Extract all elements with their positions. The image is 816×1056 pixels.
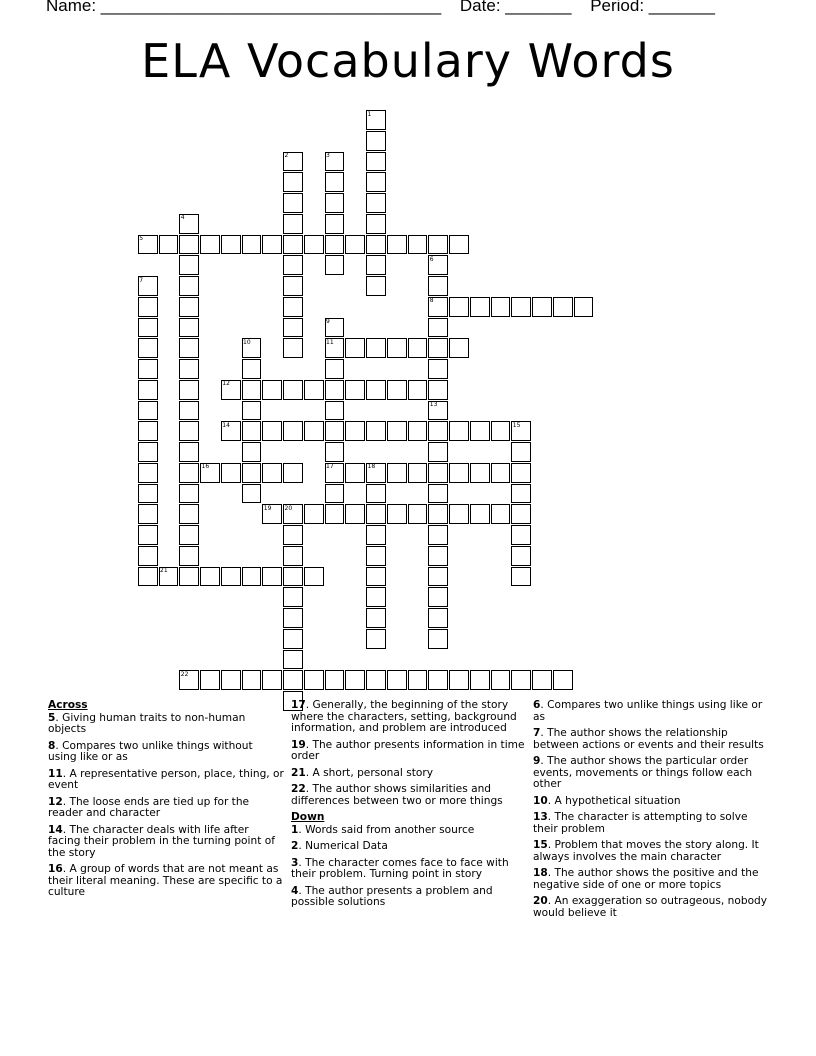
crossword-cell[interactable] [408, 504, 428, 524]
crossword-cell[interactable] [408, 380, 428, 400]
crossword-cell[interactable] [325, 484, 345, 504]
cell-number: 20 [284, 504, 293, 512]
across-clue: 11. A representative person, place, thing, or event [48, 767, 284, 791]
crossword-cell[interactable] [242, 567, 262, 587]
crossword-cell[interactable] [470, 463, 490, 483]
clue-text: The loose ends are tied up for the reader and character [48, 795, 250, 819]
crossword-cell[interactable] [283, 546, 303, 566]
crossword-cell[interactable] [511, 504, 531, 524]
crossword-cell[interactable] [179, 401, 199, 421]
across-clue: 8. Compares two unlike things without using like or as [48, 739, 253, 763]
crossword-cell[interactable] [262, 670, 282, 690]
crossword-cell[interactable] [242, 421, 262, 441]
crossword-cell[interactable] [138, 359, 158, 379]
crossword-cell[interactable] [179, 255, 199, 275]
crossword-cell[interactable] [511, 546, 531, 566]
down-clue: 1. Words said from another source [291, 823, 475, 836]
clue-text: Words said from another source [305, 823, 475, 836]
clue-number: 16 [48, 863, 63, 875]
crossword-cell[interactable] [283, 338, 303, 358]
crossword-cell[interactable] [511, 670, 531, 690]
crossword-cell[interactable] [428, 235, 448, 255]
crossword-cell[interactable] [511, 463, 531, 483]
crossword-cell[interactable] [283, 380, 303, 400]
clue-number: 19 [291, 738, 306, 751]
down-clue: 10. A hypothetical situation [533, 794, 681, 807]
cell-number: 4 [180, 214, 185, 222]
crossword-cell[interactable] [179, 546, 199, 566]
across-clue: 16. A group of words that are not meant as their literal meaning. These are specific to a culture [48, 863, 283, 898]
crossword-cell[interactable] [366, 525, 386, 545]
crossword-cell[interactable] [366, 235, 386, 255]
crossword-cell[interactable] [366, 567, 386, 587]
crossword-cell[interactable] [408, 670, 428, 690]
down-clue: 20. An exaggeration so outrageous, nobody would believe it [533, 895, 768, 919]
crossword-cell[interactable] [262, 421, 282, 441]
crossword-cell[interactable] [428, 608, 448, 628]
cell-number: 17 [326, 463, 334, 471]
down-clue: 2. Numerical Data [291, 840, 388, 852]
clue-text: The author shows similarities and differences between two or more things [291, 783, 503, 807]
crossword-cell[interactable] [449, 421, 469, 441]
page-title: ELA Vocabulary Words [141, 34, 675, 88]
crossword-cell[interactable] [491, 421, 511, 441]
crossword-cell[interactable] [325, 421, 345, 441]
crossword-cell[interactable] [532, 297, 552, 317]
crossword-cell[interactable] [304, 504, 324, 524]
crossword-cell[interactable] [387, 380, 407, 400]
crossword-cell[interactable] [179, 359, 199, 379]
crossword-cell[interactable] [408, 338, 428, 358]
crossword-cell[interactable] [387, 463, 407, 483]
cell-number: 15 [512, 421, 521, 429]
crossword-cell[interactable] [449, 235, 469, 255]
crossword-cell[interactable] [283, 193, 303, 213]
crossword-cell[interactable] [179, 484, 199, 504]
crossword-cell[interactable] [179, 442, 199, 462]
crossword-cell[interactable] [491, 463, 511, 483]
crossword-cell[interactable] [179, 463, 199, 483]
crossword-cell[interactable] [283, 276, 303, 296]
crossword-cell[interactable] [532, 670, 552, 690]
crossword-cell[interactable] [138, 525, 158, 545]
crossword-cell[interactable] [304, 567, 324, 587]
crossword-cell[interactable] [138, 567, 158, 587]
crossword-cell[interactable] [366, 629, 386, 649]
crossword-cell[interactable] [304, 235, 324, 255]
crossword-cell[interactable] [449, 463, 469, 483]
down-clue: 18. The author shows the positive and the negative side of one or more topics [533, 867, 759, 891]
down-clue: 9. The author shows the particular order events, movements or things follow each other [533, 755, 753, 790]
crossword-cell[interactable] [325, 255, 345, 275]
crossword-cell[interactable] [470, 670, 490, 690]
clue-text: The character deals with life after facing their problem in the turning point of the story [48, 823, 275, 859]
crossword-cell[interactable] [428, 546, 448, 566]
date-field[interactable]: Date: _______ [459, 0, 572, 15]
across-heading: Across [48, 699, 88, 711]
cell-number: 21 [160, 567, 168, 574]
crossword-cell[interactable] [283, 525, 303, 545]
crossword-cell[interactable] [242, 670, 262, 690]
down-clue: 4. The author presents a problem and possible solutions [291, 884, 493, 908]
clue-text: Giving human traits to non-human objects [48, 711, 246, 735]
crossword-cell[interactable] [387, 504, 407, 524]
crossword-cell[interactable] [138, 442, 158, 462]
crossword-cell[interactable] [449, 338, 469, 358]
crossword-cell[interactable] [138, 401, 158, 421]
crossword-cell[interactable] [345, 670, 365, 690]
crossword-cell[interactable] [491, 504, 511, 524]
crossword-cell[interactable] [304, 380, 324, 400]
crossword-cell[interactable] [428, 380, 448, 400]
down-clue: 6. Compares two unlike things using like or as [533, 699, 763, 723]
clue-number: 3 [291, 856, 299, 869]
crossword-cell[interactable] [283, 670, 303, 690]
crossword-cell[interactable] [138, 463, 158, 483]
crossword-cell[interactable] [283, 214, 303, 234]
clue-text: The author shows the particular order events, movements or things follow each other [533, 755, 753, 790]
crossword-cell[interactable] [262, 235, 282, 255]
crossword-cell[interactable] [449, 670, 469, 690]
crossword-cell[interactable] [428, 670, 448, 690]
cell-number: 5 [139, 235, 144, 242]
clue-text: A representative person, place, thing, or event [48, 767, 284, 791]
clue-text: The character comes face to face with their problem. Turning point in story [291, 856, 509, 880]
clue-number: 6 [533, 699, 541, 711]
crossword-cell[interactable] [242, 442, 262, 462]
crossword-cell[interactable] [511, 297, 531, 317]
clue-number: 9 [533, 755, 541, 767]
crossword-cell[interactable] [428, 504, 448, 524]
crossword-cell[interactable] [283, 629, 303, 649]
crossword-cell[interactable] [428, 276, 448, 296]
crossword-cell[interactable] [138, 546, 158, 566]
name-field[interactable]: Name: ____________________________________ [46, 0, 442, 15]
crossword-cell[interactable] [325, 359, 345, 379]
crossword-cell[interactable] [200, 670, 220, 690]
crossword-cell[interactable] [242, 463, 262, 483]
crossword-cell[interactable] [325, 193, 345, 213]
crossword-cell[interactable] [387, 235, 407, 255]
clue-number: 13 [533, 811, 548, 823]
across-clue: 17. Generally, the beginning of the story where the characters, setting, background information, and problem are introduced [291, 699, 517, 734]
crossword-cell[interactable] [553, 670, 573, 690]
crossword-cell[interactable] [325, 214, 345, 234]
crossword-cell[interactable] [262, 567, 282, 587]
clue-text: Compares two unlike things using like or as [533, 699, 763, 723]
clue-number: 4 [291, 884, 299, 897]
crossword-cell[interactable] [283, 463, 303, 483]
cell-number: 19 [263, 504, 272, 512]
crossword-cell[interactable] [470, 504, 490, 524]
crossword-cell[interactable] [179, 338, 199, 358]
clue-text: Numerical Data [305, 840, 388, 852]
cell-number: 13 [429, 401, 438, 408]
crossword-cell[interactable] [345, 421, 365, 441]
cell-number: 1 [367, 110, 372, 118]
crossword-cell[interactable] [428, 463, 448, 483]
crossword-cell[interactable] [325, 235, 345, 255]
crossword-cell[interactable] [345, 463, 365, 483]
crossword-cell[interactable] [242, 401, 262, 421]
crossword-cell[interactable] [428, 359, 448, 379]
crossword-cell[interactable] [470, 421, 490, 441]
across-clue: 22. The author shows similarities and differences between two or more things [291, 783, 503, 807]
crossword-cell[interactable] [428, 567, 448, 587]
crossword-cell[interactable] [283, 587, 303, 607]
crossword-cell[interactable] [138, 504, 158, 524]
clue-number: 17 [291, 699, 306, 711]
crossword-cell[interactable] [366, 193, 386, 213]
crossword-cell[interactable] [345, 235, 365, 255]
crossword-cell[interactable] [325, 442, 345, 462]
crossword-cell[interactable] [200, 235, 220, 255]
crossword-cell[interactable] [283, 235, 303, 255]
clue-text: A hypothetical situation [554, 794, 681, 807]
crossword-cell[interactable] [159, 235, 179, 255]
crossword-cell[interactable] [387, 338, 407, 358]
crossword-cell[interactable] [428, 484, 448, 504]
crossword-cell[interactable] [242, 484, 262, 504]
crossword-cell[interactable] [470, 297, 490, 317]
crossword-cell[interactable] [283, 650, 303, 670]
crossword-cell[interactable] [366, 255, 386, 275]
down-clue: 7. The author shows the relationship between actions or events and their results [533, 727, 764, 751]
crossword-cell[interactable] [366, 152, 386, 172]
crossword-cell[interactable] [408, 463, 428, 483]
crossword-cell[interactable] [179, 276, 199, 296]
period-field[interactable]: Period: _______ [590, 0, 715, 15]
clue-number: 18 [533, 867, 548, 879]
crossword-cell[interactable] [325, 670, 345, 690]
crossword-cell[interactable] [574, 297, 594, 317]
clue-number: 15 [533, 839, 548, 851]
crossword-cell[interactable] [511, 442, 531, 462]
crossword-cell[interactable] [242, 359, 262, 379]
clue-text: An exaggeration so outrageous, nobody would believe it [533, 895, 768, 919]
clues-column-2 [291, 700, 527, 914]
cell-number: 8 [429, 297, 434, 305]
crossword-cell[interactable] [491, 297, 511, 317]
across-clue: 21. A short, personal story [291, 766, 433, 779]
crossword-cell[interactable] [138, 297, 158, 317]
cell-number: 7 [139, 276, 144, 284]
clue-number: 8 [48, 739, 56, 752]
crossword-cell[interactable] [262, 380, 282, 400]
across-clue: 19. The author presents information in time order [291, 738, 525, 762]
crossword-cell[interactable] [345, 504, 365, 524]
clue-number: 14 [48, 823, 63, 836]
cell-number: 14 [222, 421, 230, 429]
crossword-cell[interactable] [366, 380, 386, 400]
crossword-cell[interactable] [366, 131, 386, 151]
crossword-cell[interactable] [179, 567, 199, 587]
crossword-cell[interactable] [366, 504, 386, 524]
cell-number: 9 [326, 318, 330, 325]
crossword-cell[interactable] [366, 338, 386, 358]
cell-number: 6 [429, 255, 434, 263]
crossword-cell[interactable] [283, 255, 303, 275]
cell-number: 22 [180, 670, 189, 678]
crossword-cell[interactable] [179, 504, 199, 524]
crossword-cell[interactable] [325, 401, 345, 421]
crossword-cell[interactable] [138, 484, 158, 504]
crossword-cell[interactable] [221, 567, 241, 587]
crossword-cell[interactable] [283, 421, 303, 441]
crossword-cell[interactable] [179, 421, 199, 441]
clue-text: The author presents information in time order [291, 738, 525, 762]
clue-text: The author shows the relationship between actions or events and their results [533, 727, 764, 751]
crossword-cell[interactable] [325, 380, 345, 400]
crossword-cell[interactable] [179, 525, 199, 545]
clue-text: Problem that moves the story along. It always involves the main character [533, 839, 759, 863]
crossword-cell[interactable] [242, 380, 262, 400]
crossword-cell[interactable] [138, 318, 158, 338]
clue-text: A short, personal story [312, 766, 433, 779]
crossword-cell[interactable] [366, 421, 386, 441]
clue-number: 2 [291, 840, 299, 852]
crossword-cell[interactable] [179, 297, 199, 317]
across-clue: 12. The loose ends are tied up for the reader and character [48, 795, 250, 819]
crossword-cell[interactable] [428, 629, 448, 649]
clue-text: The author presents a problem and possible solutions [291, 884, 493, 908]
clue-number: 5 [48, 711, 56, 724]
crossword-cell[interactable] [242, 235, 262, 255]
clues-column-3 [533, 700, 769, 924]
crossword-cell[interactable] [366, 670, 386, 690]
crossword-cell[interactable] [345, 380, 365, 400]
crossword-cell[interactable] [511, 525, 531, 545]
crossword-cell[interactable] [179, 380, 199, 400]
crossword-cell[interactable] [366, 587, 386, 607]
down-clue: 15. Problem that moves the story along. It always involves the main character [533, 839, 759, 863]
crossword-cell[interactable] [325, 504, 345, 524]
crossword-cell[interactable] [283, 608, 303, 628]
down-clue: 3. The character comes face to face with their problem. Turning point in story [291, 856, 509, 880]
clue-number: 22 [291, 783, 306, 795]
crossword-cell[interactable] [325, 172, 345, 192]
crossword-cell[interactable] [387, 670, 407, 690]
cell-number: 16 [201, 463, 210, 471]
crossword-cell[interactable] [221, 235, 241, 255]
crossword-cell[interactable] [387, 421, 407, 441]
clue-number: 12 [48, 795, 63, 808]
crossword-cell[interactable] [283, 318, 303, 338]
crossword-cell[interactable] [138, 338, 158, 358]
clue-number: 20 [533, 895, 548, 907]
crossword-cell[interactable] [304, 421, 324, 441]
crossword-cell[interactable] [428, 442, 448, 462]
across-clue: 5. Giving human traits to non-human objects [48, 711, 246, 735]
crossword-cell[interactable] [366, 608, 386, 628]
crossword-cell[interactable] [179, 235, 199, 255]
crossword-cell[interactable] [366, 546, 386, 566]
crossword-cell[interactable] [428, 421, 448, 441]
clue-number: 1 [291, 823, 299, 836]
down-clue: 13. The character is attempting to solve their problem [533, 811, 748, 835]
crossword-cell[interactable] [408, 421, 428, 441]
crossword-cell[interactable] [428, 338, 448, 358]
crossword-cell[interactable] [345, 338, 365, 358]
clue-text: Generally, the beginning of the story where the characters, setting, background information, and problem are introduced [291, 699, 517, 734]
crossword-cell[interactable] [179, 318, 199, 338]
cell-number: 10 [243, 338, 251, 346]
crossword-cell[interactable] [428, 587, 448, 607]
crossword-cell[interactable] [449, 504, 469, 524]
crossword-cell[interactable] [449, 297, 469, 317]
crossword-cell[interactable] [283, 297, 303, 317]
clue-number: 11 [48, 767, 63, 780]
crossword-cell[interactable] [511, 567, 531, 587]
clue-number: 10 [533, 794, 548, 807]
crossword-cell[interactable] [366, 214, 386, 234]
crossword-cell[interactable] [304, 670, 324, 690]
crossword-cell[interactable] [366, 276, 386, 296]
crossword-cell[interactable] [408, 235, 428, 255]
crossword-cell[interactable] [366, 484, 386, 504]
crossword-cell[interactable] [491, 670, 511, 690]
crossword-cell[interactable] [283, 172, 303, 192]
clue-text: A group of words that are not meant as their literal meaning. These are specific to a culture [48, 863, 283, 898]
crossword-cell[interactable] [511, 484, 531, 504]
crossword-cell[interactable] [138, 380, 158, 400]
across-clue: 14. The character deals with life after facing their problem in the turning point of the story [48, 823, 275, 859]
crossword-cell[interactable] [221, 670, 241, 690]
crossword-cell[interactable] [283, 567, 303, 587]
crossword-cell[interactable] [200, 567, 220, 587]
clue-text: The character is attempting to solve their problem [533, 811, 748, 835]
crossword-cell[interactable] [366, 172, 386, 192]
clue-text: Compares two unlike things without using like or as [48, 739, 253, 763]
cell-number: 11 [326, 338, 334, 346]
cell-number: 12 [222, 380, 230, 388]
clue-text: The author shows the positive and the negative side of one or more topics [533, 867, 759, 891]
crossword-cell[interactable] [428, 525, 448, 545]
cell-number: 18 [367, 463, 376, 471]
crossword-cell[interactable] [262, 463, 282, 483]
cell-number: 2 [284, 152, 289, 159]
clue-number: 21 [291, 766, 306, 779]
crossword-cell[interactable] [428, 318, 448, 338]
crossword-cell[interactable] [138, 421, 158, 441]
down-heading: Down [291, 811, 325, 823]
cell-number: 3 [326, 152, 330, 159]
clue-number: 7 [533, 727, 541, 739]
crossword-cell[interactable] [553, 297, 573, 317]
crossword-cell[interactable] [221, 463, 241, 483]
clues-column-1 [48, 700, 284, 904]
